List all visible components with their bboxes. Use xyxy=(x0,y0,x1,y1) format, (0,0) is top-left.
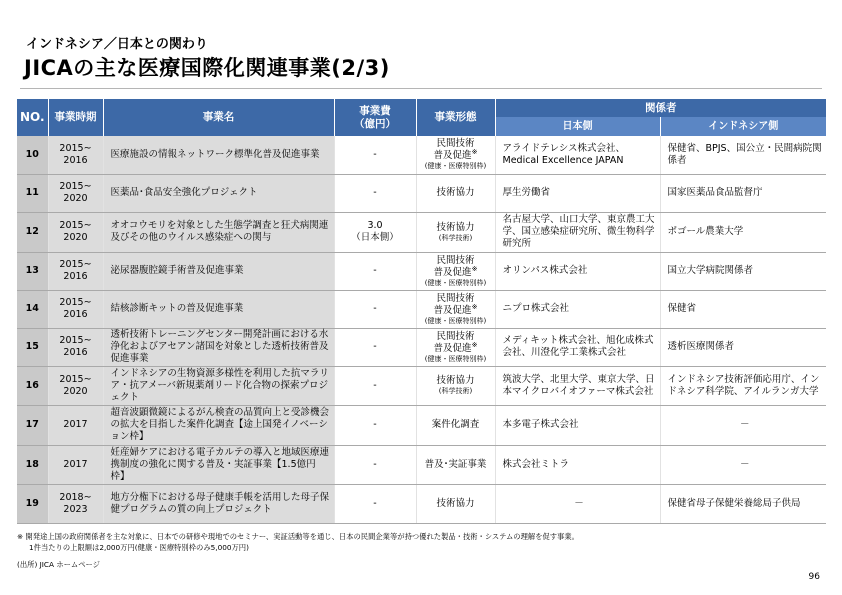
period-start: 2017 xyxy=(63,419,88,430)
table-row xyxy=(17,174,826,212)
period-start: 2015~ xyxy=(59,220,92,231)
project-type xyxy=(416,212,495,252)
project-cost xyxy=(334,445,416,484)
period-start: 2018~ xyxy=(59,491,92,503)
period-end: 2016 xyxy=(63,309,88,320)
cost-value: 3.0 xyxy=(367,220,383,231)
type-label: 技術協力 xyxy=(436,497,475,509)
indonesia-side-stakeholders: － xyxy=(660,445,826,484)
table-row xyxy=(17,136,826,174)
col-header-japan-side: 日本側 xyxy=(495,117,660,136)
type-note: (健康・医療特別枠) xyxy=(424,354,487,363)
cost-value: - xyxy=(373,265,377,276)
type-label: 技術協力 xyxy=(436,375,475,386)
period-end: 2016 xyxy=(63,271,88,282)
japan-side-stakeholders: アライドテレシス株式会社、Medical Excellence JAPAN xyxy=(495,136,660,174)
footnote-line1: ※ 開発途上国の政府関係者を主な対象に、日本での研修や現地でのセミナー、実証活動等を通じ、日本の民間企業等が持つ優れた製品・技術・システムの理解を促す事業。 xyxy=(17,532,579,541)
project-period xyxy=(48,405,103,445)
indonesia-side-stakeholders: 国家医薬品食品監督庁 xyxy=(660,174,826,212)
project-name: 医療施設の情報ネットワーク標準化普及促進事業 xyxy=(103,136,334,174)
table-row xyxy=(17,212,826,252)
type-label-line2: 普及促進 xyxy=(433,150,472,162)
period-start: 2017 xyxy=(63,458,88,470)
col-header-type: 事業形態 xyxy=(416,99,495,136)
col-header-no: NO. xyxy=(17,99,48,136)
title-divider xyxy=(20,88,822,89)
col-header-period: 事業時期 xyxy=(48,99,103,136)
project-period xyxy=(48,484,103,523)
table-row xyxy=(17,484,826,523)
period-start: 2015~ xyxy=(59,181,92,192)
row-number: 12 xyxy=(17,212,48,252)
project-name: 結核診断キットの普及促進事業 xyxy=(103,290,334,328)
project-type xyxy=(416,252,495,290)
period-start: 2015~ xyxy=(59,142,92,154)
period-end: 2020 xyxy=(63,232,88,243)
table-row xyxy=(17,290,826,328)
page-subtitle: インドネシア／日本との関わり xyxy=(26,37,208,52)
project-cost xyxy=(334,136,416,174)
type-note: (健康・医療特別枠) xyxy=(424,316,487,325)
period-end: 2020 xyxy=(63,385,88,397)
row-number: 17 xyxy=(17,405,48,445)
table-row xyxy=(17,445,826,484)
page-title: JICAの主な医療国際化関連事業(2/3) xyxy=(24,56,390,80)
col-header-cost-line2: （億円） xyxy=(354,117,396,130)
asterisk-mark: ※ xyxy=(471,264,478,273)
period-start: 2015~ xyxy=(59,259,92,270)
period-end: 2023 xyxy=(63,503,88,515)
japan-side-stakeholders: 株式会社ミトラ xyxy=(495,445,660,484)
indonesia-side-stakeholders: ボゴール農業大学 xyxy=(660,212,826,252)
japan-side-stakeholders: － xyxy=(495,484,660,523)
period-start: 2015~ xyxy=(59,335,92,346)
indonesia-side-stakeholders: 国立大学病院関係者 xyxy=(660,252,826,290)
japan-side-stakeholders: メディキット株式会社、旭化成株式会社、川澄化学工業株式会社 xyxy=(495,328,660,366)
project-type xyxy=(416,174,495,212)
project-name: 医薬品･食品安全強化プロジェクト xyxy=(103,174,334,212)
project-name: オオコウモリを対象とした生態学調査と狂犬病関連及びその他のウイルス感染症への関与 xyxy=(103,212,334,252)
period-start: 2015~ xyxy=(59,297,92,308)
table-row xyxy=(17,366,826,405)
japan-side-stakeholders: ニプロ株式会社 xyxy=(495,290,660,328)
col-header-cost-line1: 事業費 xyxy=(359,105,391,118)
project-cost xyxy=(334,366,416,405)
type-label: 民間技術 xyxy=(436,330,475,342)
period-end: 2016 xyxy=(63,154,88,166)
type-label-line2: 普及促進 xyxy=(433,304,472,316)
project-cost xyxy=(334,290,416,328)
project-name: 透析技術トレーニングセンター開発計画における水浄化およびアセアン諸国を対象とした透析技術普及促進事業 xyxy=(103,328,334,366)
row-number: 14 xyxy=(17,290,48,328)
project-period xyxy=(48,212,103,252)
indonesia-side-stakeholders: 保健省 xyxy=(660,290,826,328)
project-name: 妊産婦ケアにおける電子カルテの導入と地域医療連携制度の強化に関する普及・実証事業【1.5億円枠】 xyxy=(103,445,334,484)
source-note: (出所) JICA ホームページ xyxy=(17,560,100,569)
project-name: 超音波顕微鏡によるがん検査の品質向上と受診機会の拡大を目指した案件化調査【途上国発イノベーション枠】 xyxy=(103,405,334,445)
project-type xyxy=(416,405,495,445)
col-header-indonesia-side: インドネシア側 xyxy=(660,117,826,136)
project-type xyxy=(416,290,495,328)
type-label: 民間技術 xyxy=(436,138,475,150)
project-cost xyxy=(334,484,416,523)
footnote-line2: 1件当たりの上限額は2,000万円(健康・医療特別枠のみ5,000万円) xyxy=(29,543,249,552)
type-label-line2: 普及促進 xyxy=(433,266,472,278)
asterisk-mark: ※ xyxy=(471,340,478,349)
cost-value: - xyxy=(373,341,377,352)
japan-side-stakeholders: 厚生労働省 xyxy=(495,174,660,212)
row-number: 10 xyxy=(17,136,48,174)
period-end: 2016 xyxy=(63,347,88,358)
project-name: 泌尿器腹腔鏡手術普及促進事業 xyxy=(103,252,334,290)
type-label: 民間技術 xyxy=(436,254,475,266)
row-number: 11 xyxy=(17,174,48,212)
japan-side-stakeholders: 筑波大学、北里大学、東京大学、日本マイクロバイオファーマ株式会社 xyxy=(495,366,660,405)
type-label-line2: 普及促進 xyxy=(433,342,472,354)
type-note: (健康・医療特別枠) xyxy=(424,278,487,287)
asterisk-mark: ※ xyxy=(471,148,478,157)
table-row xyxy=(17,328,826,366)
project-period xyxy=(48,252,103,290)
project-name: 地方分権下における母子健康手帳を活用した母子保健プログラムの質の向上プロジェクト xyxy=(103,484,334,523)
project-period xyxy=(48,445,103,484)
cost-value: - xyxy=(373,187,377,198)
table-row xyxy=(17,252,826,290)
japan-side-stakeholders: 本多電子株式会社 xyxy=(495,405,660,445)
row-number: 15 xyxy=(17,328,48,366)
project-cost xyxy=(334,328,416,366)
project-type xyxy=(416,445,495,484)
row-number: 16 xyxy=(17,366,48,405)
project-cost xyxy=(334,252,416,290)
type-note: (科学技術) xyxy=(438,387,473,395)
table-row xyxy=(17,405,826,445)
type-note: (科学技術) xyxy=(438,233,473,242)
cost-value: - xyxy=(373,497,377,509)
indonesia-side-stakeholders: インドネシア技術評価応用庁、インドネシア科学院、アイルランガ大学 xyxy=(660,366,826,405)
type-note: (健康・医療特別枠) xyxy=(424,162,487,171)
japan-side-stakeholders: 名古屋大学、山口大学、東京農工大学、国立感染症研究所、微生物科学研究所 xyxy=(495,212,660,252)
project-cost xyxy=(334,405,416,445)
japan-side-stakeholders: オリンパス株式会社 xyxy=(495,252,660,290)
project-name: インドネシアの生物資源多様性を利用した抗マラリア・抗アメーバ新規薬剤リード化合物の探索プロジェクト xyxy=(103,366,334,405)
col-header-name: 事業名 xyxy=(103,99,334,136)
period-end: 2020 xyxy=(63,193,88,204)
cost-value: - xyxy=(373,303,377,314)
type-label: 民間技術 xyxy=(436,292,475,304)
page-number: 96 xyxy=(808,572,820,582)
projects-table xyxy=(17,99,826,524)
row-number: 13 xyxy=(17,252,48,290)
cost-value: - xyxy=(373,419,377,430)
col-header-cost xyxy=(334,99,416,136)
asterisk-mark: ※ xyxy=(471,302,478,311)
project-period xyxy=(48,174,103,212)
period-start: 2015~ xyxy=(59,373,92,385)
project-type xyxy=(416,484,495,523)
type-label: 技術協力 xyxy=(436,187,475,198)
project-type xyxy=(416,136,495,174)
project-cost xyxy=(334,212,416,252)
indonesia-side-stakeholders: － xyxy=(660,405,826,445)
row-number: 19 xyxy=(17,484,48,523)
type-label: 技術協力 xyxy=(436,221,475,233)
col-header-stakeholders: 関係者 xyxy=(495,99,826,117)
type-label: 普及･実証事業 xyxy=(424,458,487,470)
indonesia-side-stakeholders: 透析医療関係者 xyxy=(660,328,826,366)
project-type xyxy=(416,328,495,366)
cost-value: - xyxy=(373,148,377,160)
cost-note: （日本側） xyxy=(351,232,399,243)
project-period xyxy=(48,290,103,328)
project-cost xyxy=(334,174,416,212)
project-period xyxy=(48,366,103,405)
footnote xyxy=(17,531,579,553)
type-label: 案件化調査 xyxy=(431,419,480,430)
cost-value: - xyxy=(373,379,377,391)
project-type xyxy=(416,366,495,405)
indonesia-side-stakeholders: 保健省、BPJS、国公立・民間病院関係者 xyxy=(660,136,826,174)
project-period xyxy=(48,136,103,174)
project-period xyxy=(48,328,103,366)
row-number: 18 xyxy=(17,445,48,484)
cost-value: - xyxy=(373,458,377,470)
indonesia-side-stakeholders: 保健省母子保健栄養総局子供局 xyxy=(660,484,826,523)
